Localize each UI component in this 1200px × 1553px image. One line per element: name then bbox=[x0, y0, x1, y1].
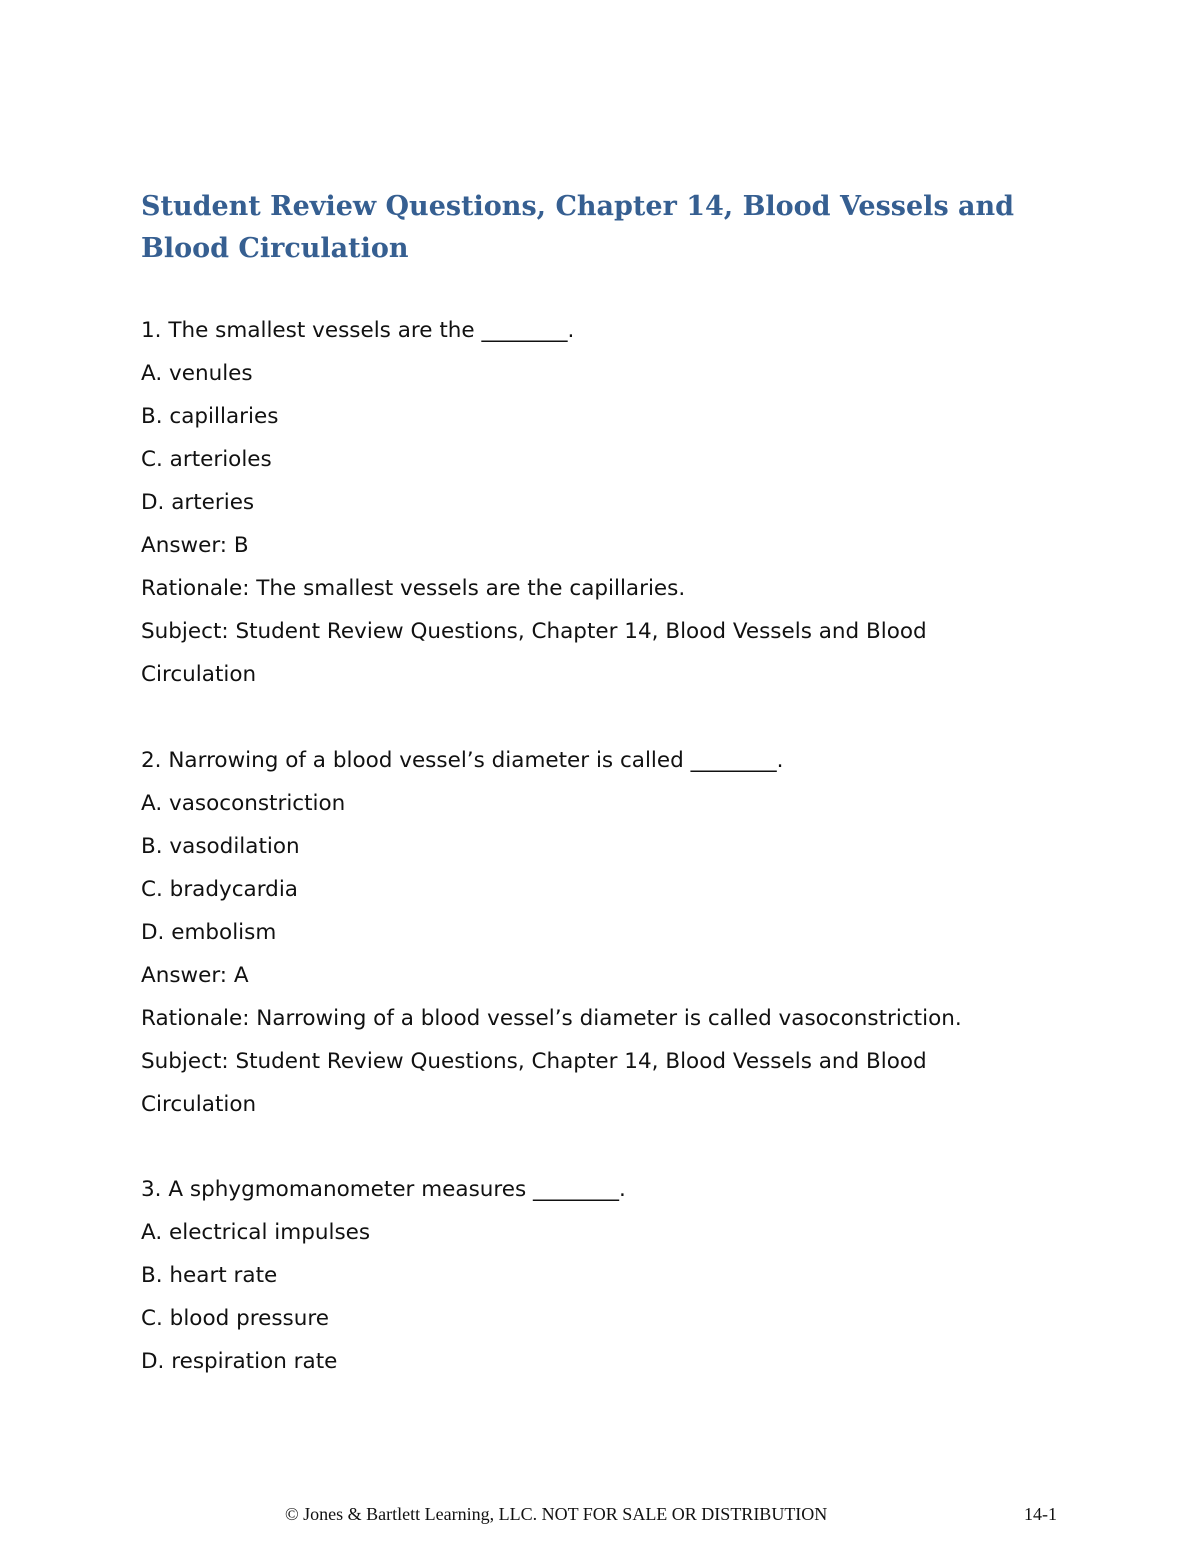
subject-line-continued: Circulation bbox=[141, 662, 257, 687]
answer-line: Answer: B bbox=[141, 533, 249, 558]
question-stem: 1. The smallest vessels are the ________. bbox=[141, 318, 575, 343]
option-c: C. blood pressure bbox=[141, 1306, 329, 1331]
page-footer bbox=[0, 1502, 1200, 1526]
option-c: C. bradycardia bbox=[141, 877, 298, 902]
option-d: D. embolism bbox=[141, 920, 277, 945]
rationale-line: Rationale: Narrowing of a blood vessel’s diameter is called vasoconstriction. bbox=[141, 1006, 962, 1031]
option-a: A. electrical impulses bbox=[141, 1220, 371, 1245]
question-stem: 3. A sphygmomanometer measures ________. bbox=[141, 1177, 626, 1202]
option-a: A. venules bbox=[141, 361, 253, 386]
document-title: Student Review Questions, Chapter 14, Blood Vessels and Blood Circulation bbox=[141, 191, 1015, 264]
subject-line: Subject: Student Review Questions, Chapter 14, Blood Vessels and Blood bbox=[141, 619, 927, 644]
question-3 bbox=[141, 1168, 1081, 1383]
answer-line: Answer: A bbox=[141, 963, 249, 988]
subject-line: Subject: Student Review Questions, Chapter 14, Blood Vessels and Blood bbox=[141, 1049, 927, 1074]
document-page bbox=[141, 0, 1081, 1553]
footer-copyright: © Jones & Bartlett Learning, LLC. NOT FOR SALE OR DISTRIBUTION bbox=[285, 1504, 828, 1524]
option-c: C. arterioles bbox=[141, 447, 272, 472]
subject-line-continued: Circulation bbox=[141, 1092, 257, 1117]
option-d: D. respiration rate bbox=[141, 1349, 338, 1374]
option-b: B. capillaries bbox=[141, 404, 279, 429]
option-b: B. vasodilation bbox=[141, 834, 300, 859]
option-b: B. heart rate bbox=[141, 1263, 278, 1288]
option-d: D. arteries bbox=[141, 490, 255, 515]
rationale-line: Rationale: The smallest vessels are the capillaries. bbox=[141, 576, 686, 601]
question-1 bbox=[141, 309, 1081, 696]
page-number: 14-1 bbox=[1024, 1504, 1057, 1524]
option-a: A. vasoconstriction bbox=[141, 791, 346, 816]
question-stem: 2. Narrowing of a blood vessel’s diameter is called ________. bbox=[141, 748, 784, 773]
question-2 bbox=[141, 739, 1081, 1126]
